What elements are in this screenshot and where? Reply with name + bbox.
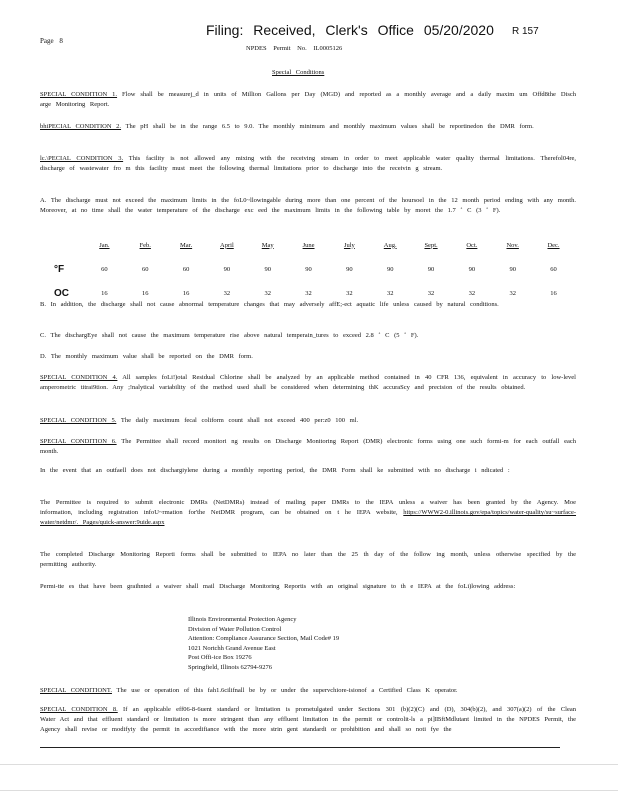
celsius-label: OC xyxy=(54,287,69,299)
condition-1-text: Flow shall be measurej_d in units of Million Gallons per Day (MGD) and reported as a monthly average and a daily maxim um Offd8the Disch arge Monitoring Report. xyxy=(40,91,577,108)
condition-6-text: The Permittee shall record monitori ng results on Discharge Monitoring Report (DMR) electronic forms using one such formi-m for each outfall each month. xyxy=(40,438,577,455)
table-month-header: June xyxy=(302,241,315,249)
condition-2-label: bhiPECIAL CONDITION 2. xyxy=(40,123,122,130)
table-month-header: July xyxy=(343,241,355,249)
table-month-header: Nov. xyxy=(506,241,519,249)
table-cell-celsius: 32 xyxy=(468,289,476,297)
condition-3-text: This facility is not allowed any mixing with the receiving stream in order to meet applicable water quality thermal limitations. Therefol04re, discharge of wastewater fro m this facility must meet the following thermal limitations prior to discharge into the receivin g stream. xyxy=(40,155,576,172)
scan-artifact-line xyxy=(0,790,618,791)
table-month-header: May xyxy=(261,241,274,249)
fahrenheit-label: °F xyxy=(54,263,65,275)
condition-6-paragraph-2: In the event that an outfaell does not dischargiylene during a monthly reporting period, the DMR Form shall ke submitted with no discharge i ndicated : xyxy=(40,467,510,474)
table-cell-celsius: 32 xyxy=(264,289,271,297)
condition-3 xyxy=(40,154,576,174)
table-cell-fahrenheit: 60 xyxy=(182,265,190,273)
iepa-mailing-address: Illinois Environmental Protection Agency Division of Water Pollution Control Attention: Compliance Assurance Section, Mail Code# 19 1021 Nortchh Grand Avenue East Post Offi-ice Box 19276 Springfield, Illinois 62794-9276 xyxy=(188,616,340,671)
thermal-limits-table xyxy=(54,233,574,305)
condition-3c: C. The dischargEye shall not cause the maximum temperature rise above natural temperain_tures to exceed 2.8 ˚ C (5 ˚ F). xyxy=(40,332,419,339)
table-cell-fahrenheit: 90 xyxy=(305,265,312,273)
section-title: Special Conditions xyxy=(272,69,325,76)
table-month-header: Mar. xyxy=(180,241,193,249)
condition-3-label: lc.\PECIAL CONDITION 3. xyxy=(40,155,124,162)
table-cell-celsius: 16 xyxy=(550,289,557,297)
table-row-fahrenheit xyxy=(54,257,574,281)
table-month-header: Oct. xyxy=(466,241,478,249)
table-cell-celsius: 16 xyxy=(182,289,190,297)
table-header-row xyxy=(54,233,574,257)
condition-7-text: The use or operation of this fah1.6cilifnall be by or under the supervchiore-isionof a Certified Class K operator. xyxy=(116,687,458,694)
table-cell-fahrenheit: 60 xyxy=(141,265,149,273)
condition-3a: A. The discharge must not exceed the maximum limits in the foL0~llowingable during more than one percent of the hoursoel in the 12 month period ending with any month. Moreover, at no time shall the water temperature of the discharge exc eed the maximum limits in the following table by moret the 1.7 ˚ C (3 ˚ F). xyxy=(40,197,576,214)
r-number: R 157 xyxy=(512,26,539,37)
table-cell-celsius: 32 xyxy=(305,289,312,297)
netdmr-website-link[interactable]: https://WWW2-0.illinois.gov/epa/topics/water-quality/su~surface-water/netdmr/. Pages/quick-answer:9uide.aspx xyxy=(40,509,577,526)
condition-1-label: SPECIAL CONDITION 1. xyxy=(40,91,118,98)
table-cell-celsius: 32 xyxy=(509,289,516,297)
condition-3b: B. In addition, the discharge shall not cause abnormal temperature changes that may adversely affE;-ect aquatic life unless caused by natural conditions. xyxy=(40,301,499,308)
bottom-rule xyxy=(40,747,560,748)
condition-6-paragraph-3 xyxy=(40,498,576,528)
permit-number: NPDES Permit No. IL0005126 xyxy=(246,45,343,52)
condition-2 xyxy=(40,122,576,132)
condition-6-paragraph-4: The completed Discharge Monitoring Reporti forms shall be submitted to IEPA no later than the 25 th day of the follow ing month, unless otherwise specified by the permitting authority. xyxy=(40,551,576,568)
table-cell-fahrenheit: 60 xyxy=(550,265,557,273)
condition-6-paragraph-5: Permi-tte es that have been graihnted a waiver shall mail Discharge Monitoring Reportis with an original signature to th e IEPA at the foLi)lowing address: xyxy=(40,583,516,590)
table-month-header: Aug. xyxy=(383,241,397,249)
condition-8-text: If an applicable eff06-8-6uent standard or limitation is prometulgated under Sections 301 (b)(2)(C) and (D), 304(b)(2), and 307(a)(2) of the Clean Water Act and that effluent standard or limitation is more stringent than any effluent limitation in the permit or controlit-ls a pi]IBftMdlutant limited in the NPDES Permit, the Agency shall revise or modifyiy the permit in accordifiance with the more strin gent standardi or prohibition and shall so noti fye the xyxy=(40,706,577,733)
table-cell-fahrenheit: 90 xyxy=(468,265,476,273)
scan-artifact-line xyxy=(0,764,618,765)
condition-6 xyxy=(40,437,576,457)
table-cell-celsius: 32 xyxy=(386,289,394,297)
table-month-header: April xyxy=(220,241,234,249)
table-month-header: Feb. xyxy=(139,241,151,249)
condition-2-text: The pH shall be in the range 6.5 to 9.0. The monthly minimum and monthly maximum values shall be reportinedon the DMR form. xyxy=(125,123,534,130)
condition-3d: D. The monthly maximum value shall be reported on the DMR form. xyxy=(40,353,253,360)
condition-6-label: SPECIAL CONDITION 6. xyxy=(40,438,117,445)
table-cell-fahrenheit: 90 xyxy=(427,265,435,273)
table-cell-celsius: 32 xyxy=(346,289,353,297)
table-month-header: Dec. xyxy=(547,241,560,249)
table-cell-celsius: 32 xyxy=(427,289,435,297)
condition-4 xyxy=(40,373,576,393)
table-cell-celsius: 16 xyxy=(101,289,108,297)
filing-stamp: Filing: Received, Clerk's Office 05/20/2020 xyxy=(206,22,494,38)
condition-7-label: SPECIAL CONDITIONT. xyxy=(40,687,112,694)
page-number: Page 8 xyxy=(40,37,63,45)
condition-4-label: SPECIAL CONDITION 4. xyxy=(40,374,118,381)
condition-5 xyxy=(40,416,576,426)
condition-5-text: The daily maximum fecal coliform count shall not exceed 400 per:z0 100 ml. xyxy=(120,417,359,424)
table-month-header: Sept. xyxy=(424,241,438,249)
table-cell-celsius: 16 xyxy=(141,289,149,297)
condition-1 xyxy=(40,90,576,110)
table-month-header: Jan. xyxy=(99,241,110,249)
table-cell-fahrenheit: 90 xyxy=(264,265,271,273)
table-cell-fahrenheit: 90 xyxy=(346,265,353,273)
condition-5-label: SPECIAL CONDITION 5. xyxy=(40,417,117,424)
condition-8-label: SPECIAL CONDITION 8. xyxy=(40,706,118,713)
condition-6-paragraph-3-text: The Permittee is required to submit electronic DMRs (NetDMRs) instead of mailing paper DMRs to the IEPA unless a waiver has been granted by the Agency. Moe information, including registration infoU~rmation for'the NetDMR program, can be obtained on t he IEPA website, xyxy=(40,499,576,516)
table-cell-fahrenheit: 90 xyxy=(386,265,394,273)
table-cell-celsius: 32 xyxy=(223,289,231,297)
table-cell-fahrenheit: 60 xyxy=(101,265,108,273)
condition-7 xyxy=(40,686,576,696)
table-cell-fahrenheit: 90 xyxy=(509,265,516,273)
condition-4-text: All samples foLi!)otal Residual Chlorine shall be analyzed by an applicable method contained in 40 CFR 136, equivalent in accuracy to low-level amperometric titrai9tion. Any ;!nalytical variability of the method used shall be considered when determining thK accuraScy and precision of the results obtained. xyxy=(40,374,576,391)
table-cell-fahrenheit: 90 xyxy=(223,265,231,273)
condition-8 xyxy=(40,705,576,735)
